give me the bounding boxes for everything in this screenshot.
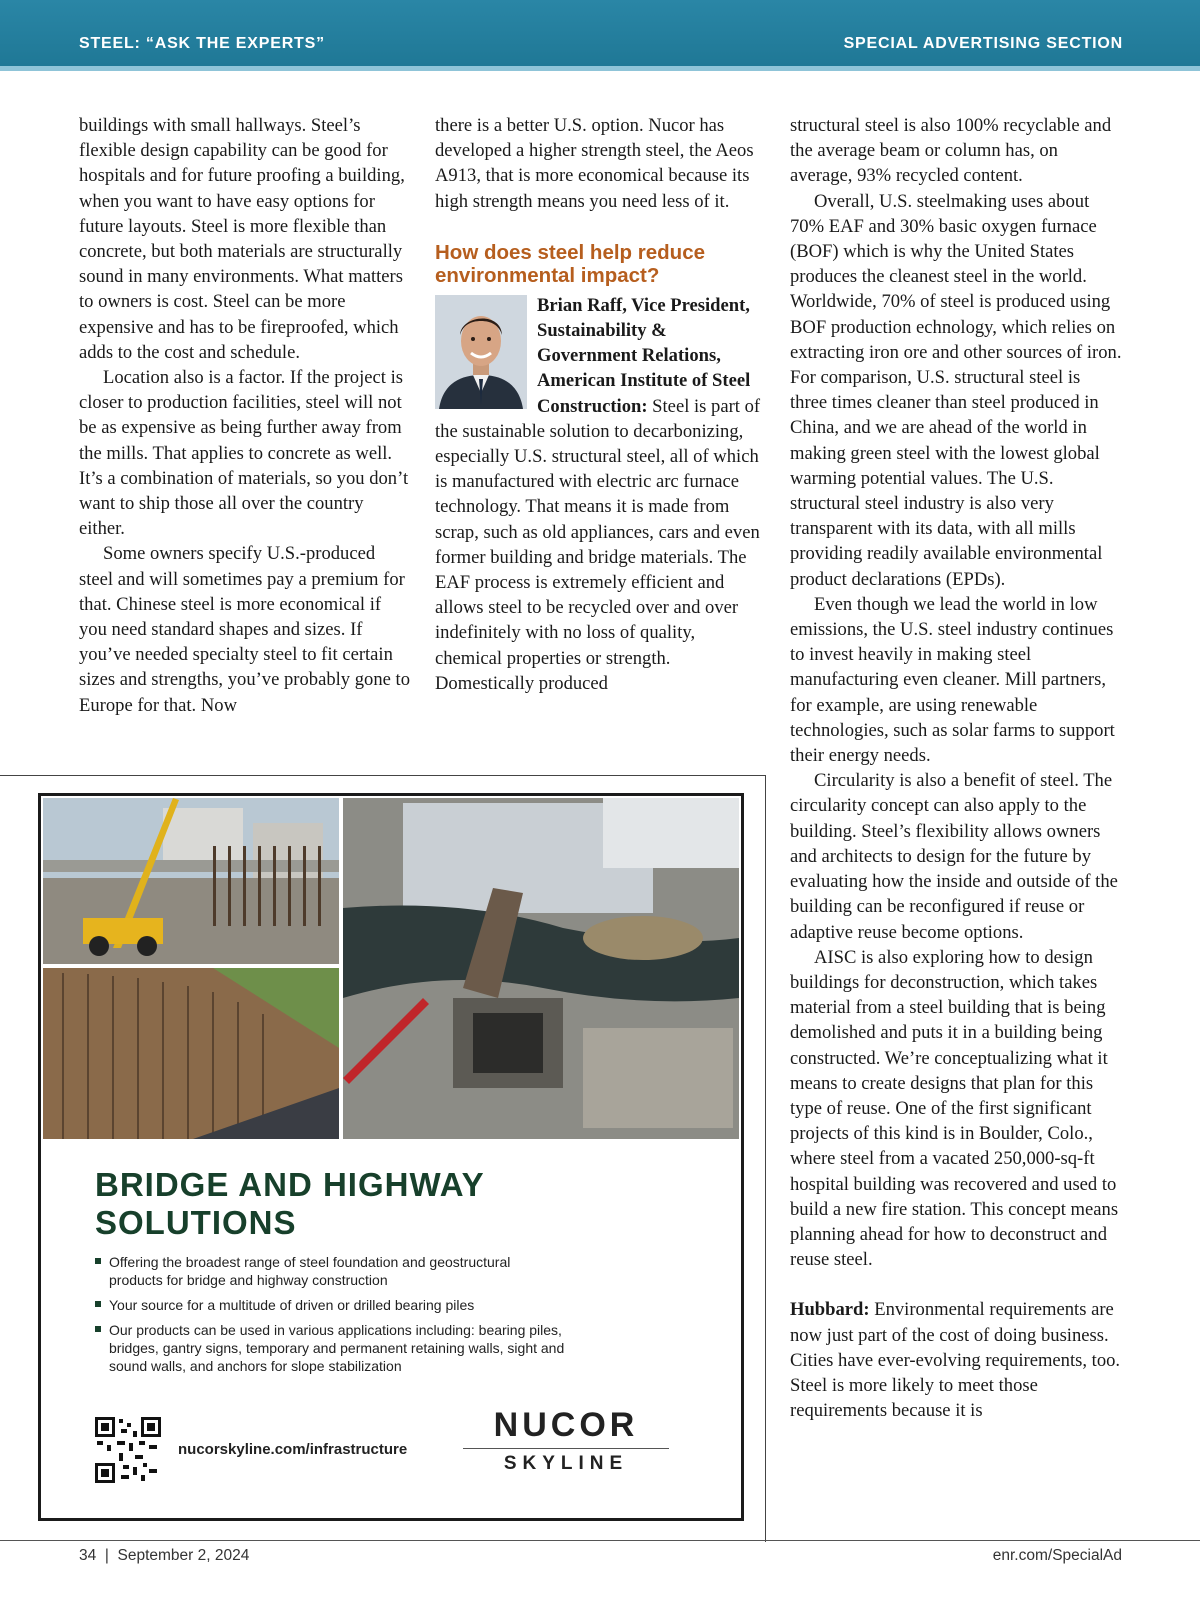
ad-headline-line: SOLUTIONS — [95, 1204, 297, 1241]
paragraph: Even though we lead the world in low emissions, the U.S. steel industry continues to invest heavily in making steel manufacturing even cleaner. Mill partners, for example, are using renewable technologies, such as solar farms to support their energy needs. — [790, 593, 1115, 767]
ad-bullet: Our products can be used in various applications including: bearing piles, bridges, gantry signs, temporary and permanent retaining walls, sight and sound walls, and anchors for slope stabilization — [95, 1321, 565, 1375]
logo-brand-text: NUCOR — [493, 1406, 639, 1444]
nucor-skyline-logo — [459, 1406, 673, 1486]
article-column-3 — [790, 113, 1122, 1423]
paragraph: Some owners specify U.S.-produced steel and will sometimes pay a premium for that. Chinese steel is more economical if you need standard shapes and sizes. If you’ve needed specialty steel to fit certain sizes and strengths, you’ve probably gone to Europe for that. Now — [79, 543, 411, 716]
logo-sub-text: SKYLINE — [503, 1453, 629, 1474]
paragraph: AISC is also exploring how to design buildings for deconstruction, which takes material from a steel building that is being demolished and puts it in a building being constructed. We’re conceptualizing what it means to create designs that plan for this type of reuse. One of the first significant projects of this kind is in Boulder, Colo., where steel from a vacated 250,000-sq-ft hospital building was recovered and used to build a new fire station. This concept means planning ahead for how to deconstruct and reuse steel. — [790, 946, 1119, 1271]
speaker-paragraph — [790, 1297, 1122, 1423]
qr-code-icon[interactable] — [95, 1417, 161, 1483]
paragraph: buildings with small hallways. Steel’s flexible design capability can be good for hospitals and for future proofing a building, when you want to have easy options for future layouts. Steel is more flexible than concrete, but both materials are structurally sound in many environments. What matters to owners is cost. Steel can be more expensive and has to be fireproofed, which adds to the cost and schedule. — [79, 115, 405, 363]
ad-headline — [95, 1166, 485, 1242]
paragraph: Location also is a factor. If the project is closer to production facilities, steel will not be as expensive as being further away from the mills. That applies to concrete as well. It’s a combination of materials, so you don’t want to ship those all over the country either. — [79, 367, 409, 540]
ad-url-link[interactable]: nucorskyline.com/infrastructure — [178, 1441, 408, 1458]
question-heading: How does steel help reduce environmental impact? — [435, 240, 705, 287]
speaker-text: Steel is part of the sustainable solution to decarbonizing, especially U.S. structural steel, all of which is manufactured with electric arc furnace technology. That means it is made from scrap, such as old appliances, cars and even former building and bridge materials. The EAF process is extremely efficient and allows steel to be recycled over and over indefinitely with no loss of quality, chemical properties or strength. Domestically produced — [435, 395, 761, 694]
paragraph: Circularity is also a benefit of steel. The circularity concept can also apply to the building. Steel’s flexibility allows owners and architects to design for the future by evaluating how the inside and outside of the building can be reconfigured if reuse or adaptive reuse become options. — [790, 770, 1118, 943]
advertisement — [38, 793, 744, 1521]
speaker-name: Hubbard: — [790, 1299, 870, 1321]
section-label: SPECIAL ADVERTISING SECTION — [843, 35, 1123, 52]
article-column-1 — [79, 113, 411, 718]
ad-bullet-list — [95, 1253, 565, 1382]
footer-page-date: 34 | September 2, 2024 — [79, 1547, 250, 1564]
paragraph: there is a better U.S. option. Nucor has developed a higher strength steel, the Aeos A913, that is more economical because its high strength means you need less of it. — [435, 115, 754, 212]
ad-bullet: Offering the broadest range of steel foundation and geostructural products for bridge and highway construction — [95, 1253, 565, 1289]
river-aerial-photo — [343, 798, 739, 1139]
footer-divider — [0, 1540, 1200, 1541]
section-title: STEEL: “ASK THE EXPERTS” — [79, 35, 325, 52]
advertisement-frame — [0, 775, 766, 1542]
speaker-portrait — [435, 295, 527, 409]
speaker-text: Environmental requirements are now just part of the cost of doing business. Cities have ever-evolving requirements, too. Steel is more likely to meet those requirements because it is — [790, 1299, 1121, 1422]
ad-headline-line: BRIDGE AND HIGHWAY — [95, 1166, 485, 1203]
ad-bullet: Your source for a multitude of driven or drilled bearing piles — [95, 1296, 565, 1314]
section-header-bar — [0, 0, 1200, 71]
footer-site-link[interactable]: enr.com/SpecialAd — [992, 1547, 1122, 1564]
ad-photo-collage — [43, 798, 739, 1139]
paragraph: structural steel is also 100% recyclable and the average beam or column has, on average, 93% recycled content. — [790, 115, 1112, 187]
article-column-2 — [435, 113, 765, 696]
crane-site-photo — [43, 798, 339, 964]
speaker-name: Brian Raff, Vice President, Sustainability & Government Relations, American Institute of Steel Construction: — [537, 294, 751, 417]
retaining-wall-photo — [43, 968, 339, 1139]
paragraph: Overall, U.S. steelmaking uses about 70% EAF and 30% basic oxygen furnace (BOF) which is why the United States produces the cleanest steel in the world. Worldwide, 70% of steel is produced using BOF production echnology, which relies on extracting iron ore and other sources of iron. For comparison, U.S. structural steel is three times cleaner than steel produced in China, and we are ahead of the world in making green steel with the lowest global warming potential values. The U.S. structural steel industry is also very transparent with its data, with all mills providing readily available environmental product declarations (EPDs). — [790, 190, 1122, 590]
